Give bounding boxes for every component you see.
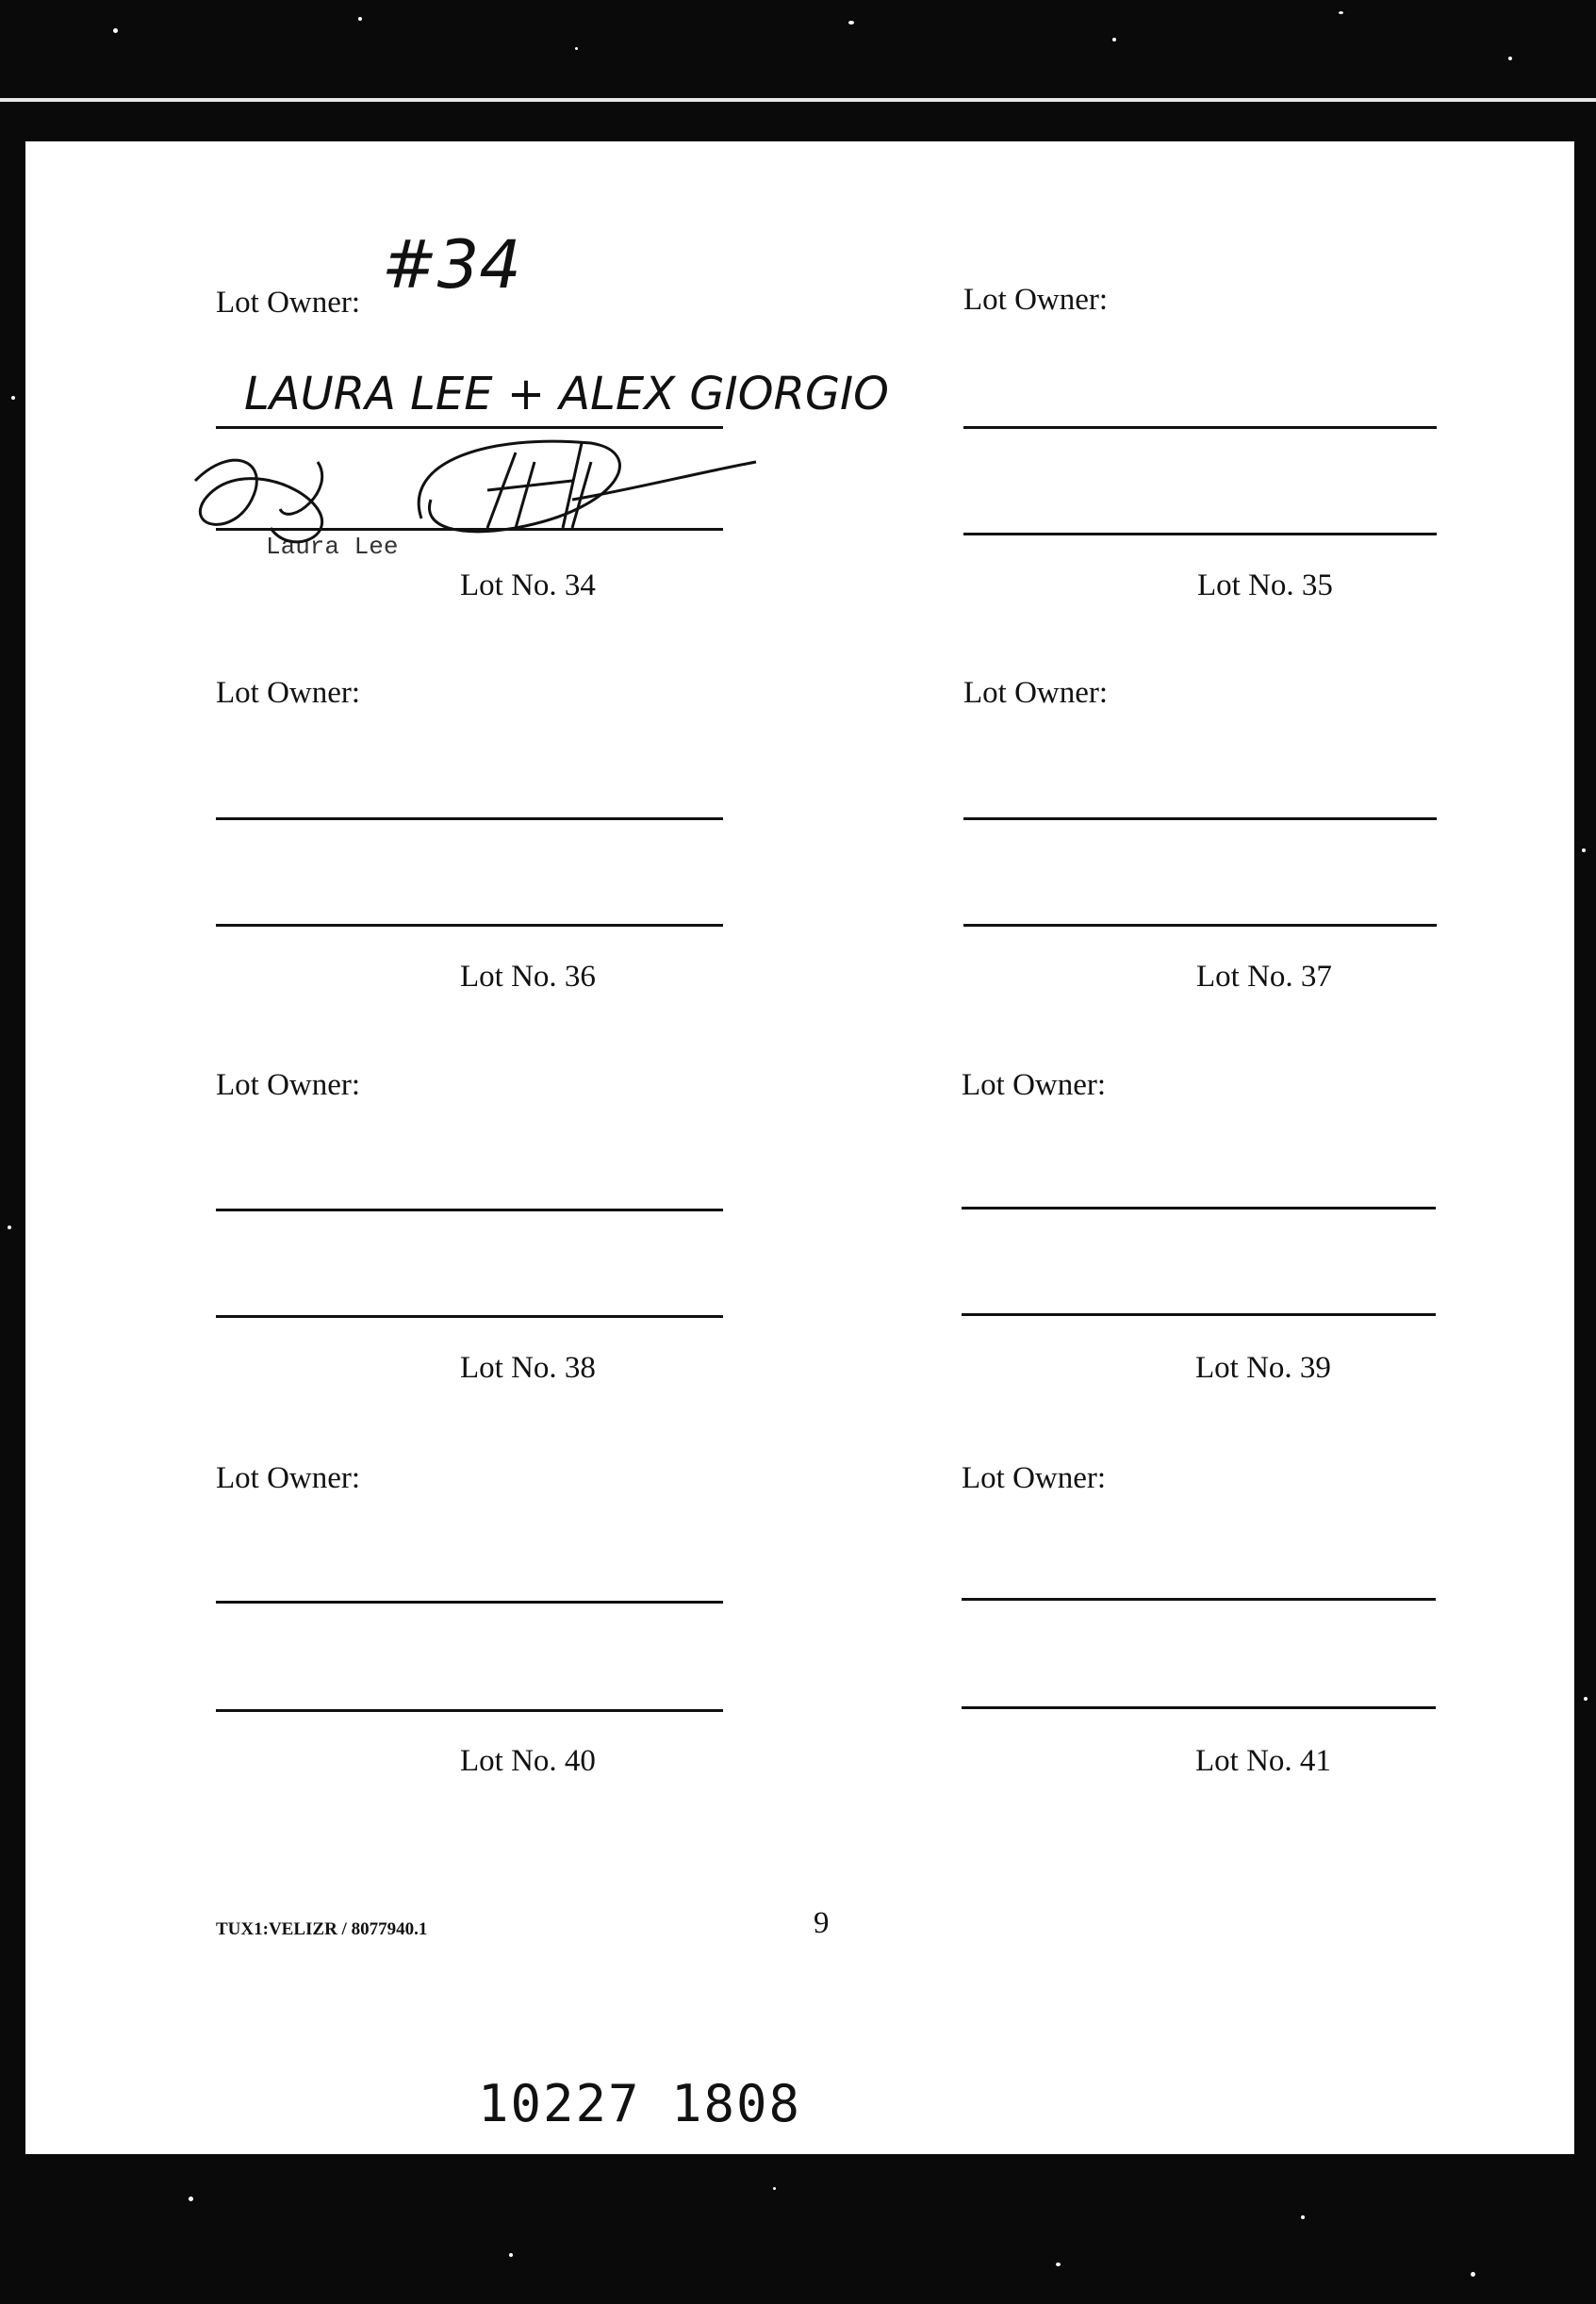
lot-owner-label: Lot Owner: — [962, 1068, 1107, 1102]
owner-line-2 — [963, 924, 1437, 927]
owner-line-1 — [962, 1598, 1436, 1601]
owner-line-1 — [216, 817, 723, 820]
handwritten-owner-names: LAURA LEE + ALEX GIORGIO — [244, 368, 889, 420]
lot-number-label: Lot No. 35 — [1197, 568, 1333, 602]
lot-owner-label: Lot Owner: — [216, 1068, 361, 1102]
owner-line-2 — [216, 1709, 723, 1712]
owner-line-1 — [963, 817, 1437, 820]
owner-line-1 — [216, 1601, 723, 1604]
lot-number-label: Lot No. 36 — [460, 960, 596, 994]
owner-line-2 — [962, 1706, 1436, 1709]
lot-owner-label: Lot Owner: — [963, 283, 1109, 317]
owner-line-2 — [963, 533, 1437, 535]
owner-line-1 — [962, 1207, 1436, 1210]
lot-owner-label: Lot Owner: — [216, 1461, 361, 1495]
lot-number-label: Lot No. 39 — [1195, 1351, 1331, 1385]
document-page — [25, 141, 1574, 2154]
lot-number-label: Lot No. 37 — [1196, 960, 1332, 994]
bates-stamp-right: 1808 — [671, 2074, 802, 2133]
owner-line-2 — [216, 1315, 723, 1318]
bates-stamp-left: 10227 — [478, 2074, 641, 2133]
handwritten-lot-number: #34 — [382, 226, 521, 304]
typed-owner-name: Laura Lee — [266, 533, 399, 561]
lot-number-label: Lot No. 41 — [1195, 1744, 1331, 1778]
scan-edge-line — [0, 98, 1596, 102]
owner-line-2 — [962, 1313, 1436, 1316]
lot-number-label: Lot No. 34 — [460, 568, 596, 602]
document-id: TUX1:VELIZR / 8077940.1 — [216, 1919, 428, 1939]
owner-line-1 — [963, 426, 1437, 429]
owner-line-2 — [216, 924, 723, 927]
owner-line-1 — [216, 1209, 723, 1211]
signature — [176, 424, 780, 566]
page-number: 9 — [814, 1906, 830, 1940]
lot-owner-label: Lot Owner: — [963, 676, 1109, 710]
lot-number-label: Lot No. 38 — [460, 1351, 596, 1385]
lot-owner-label: Lot Owner: — [216, 286, 361, 320]
lot-number-label: Lot No. 40 — [460, 1744, 596, 1778]
lot-owner-label: Lot Owner: — [962, 1461, 1107, 1495]
lot-owner-label: Lot Owner: — [216, 676, 361, 710]
